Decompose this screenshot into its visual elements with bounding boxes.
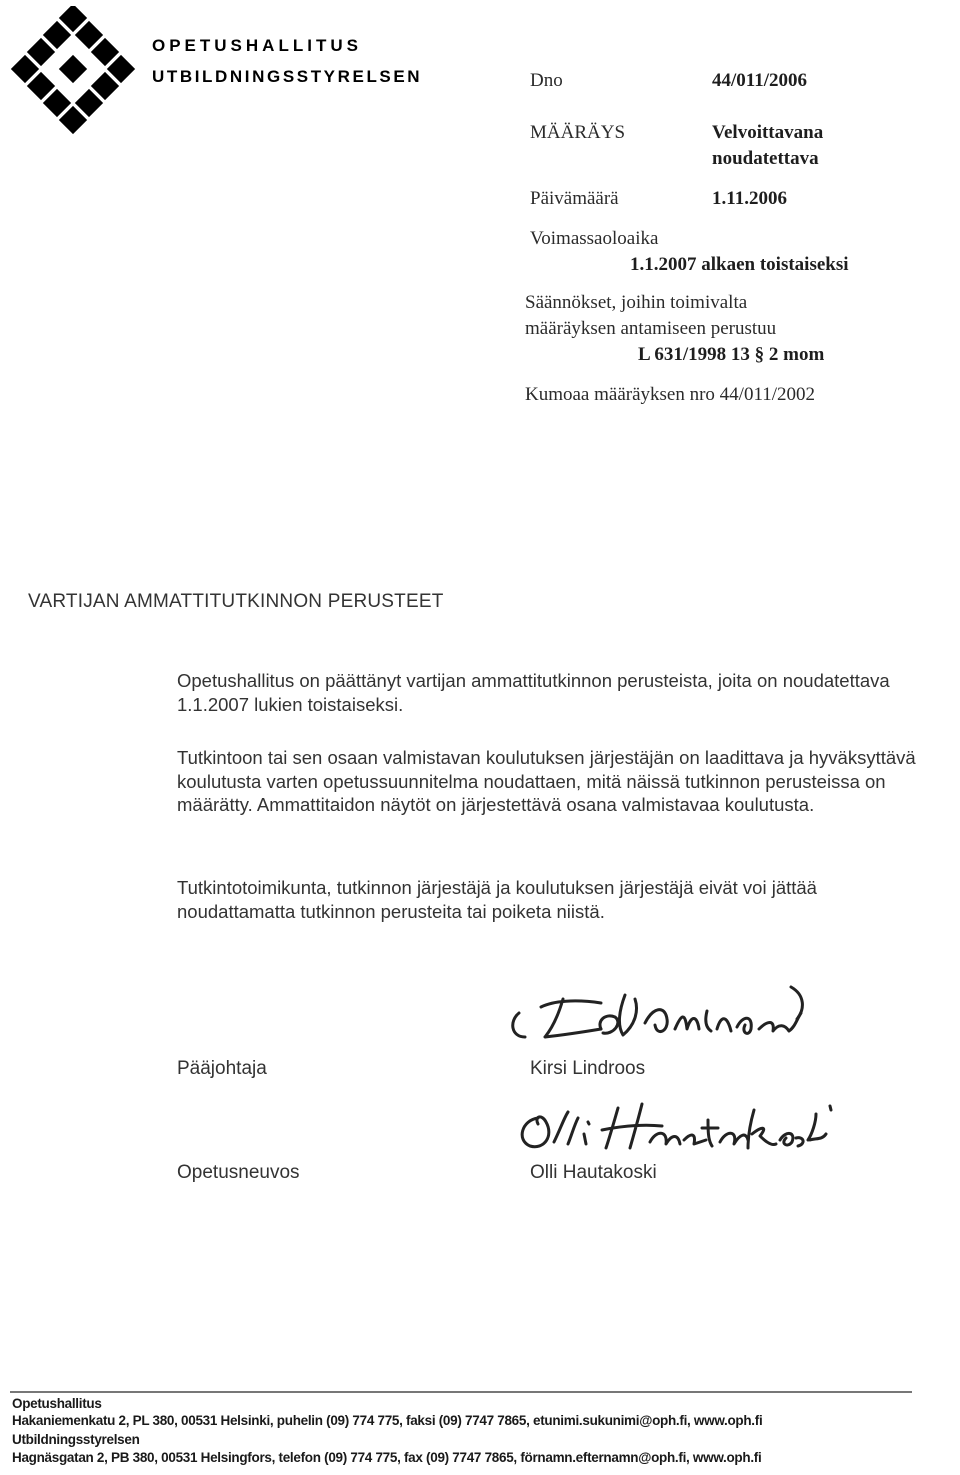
signature-olli-hautakoski (512, 1100, 834, 1155)
signature-kirsi-lindroos (505, 985, 810, 1047)
date-label: Päivämäärä (530, 188, 619, 209)
footer-address-sv: Hagnäsgatan 2, PB 380, 00531 Helsingfors, telefon (09) 774 775, fax (09) 7747 7865, förnamn.efternamn@oph.fi, www.oph.fi (12, 1450, 762, 1465)
basis-value: L 631/1998 13 § 2 mom (638, 344, 825, 365)
decree-type-label: MÄÄRÄYS (530, 122, 626, 143)
document-title: VARTIJAN AMMATTITUTKINNON PERUSTEET (28, 591, 444, 612)
body-paragraph-2: Tutkintoon tai sen osaan valmistavan koulutuksen järjestäjän on laadittava ja hyväksyttävä koulutusta varten opetussuunnitelma noudattaen, mitä näissä tutkinnon perusteissa on määrätty. Ammattitaidon näytöt on järjestettävä osana valmistavaa koulutusta. (177, 747, 916, 815)
repeals-text: Kumoaa määräyksen nro 44/011/2002 (525, 384, 816, 405)
date-value: 1.11.2006 (712, 188, 787, 209)
org-name-sv: UTBILDNINGSSTYRELSEN (152, 67, 423, 86)
validity-label: Voimassaoloaika (530, 228, 659, 249)
signer-2-role: Opetusneuvos (177, 1162, 300, 1183)
footer-address-fi: Hakaniemenkatu 2, PL 380, 00531 Helsinki, puhelin (09) 774 775, faksi (09) 7747 7865, etunimi.sukunimi@oph.fi, www.oph.fi (12, 1413, 763, 1428)
footer-org-sv: Utbildningsstyrelsen (12, 1432, 140, 1447)
dno-label: Dno (530, 70, 563, 91)
signer-2-name: Olli Hautakoski (530, 1162, 657, 1183)
decree-type-value-line2: noudatettava (712, 148, 819, 169)
validity-value: 1.1.2007 alkaen toistaiseksi (630, 254, 849, 275)
dno-value: 44/011/2006 (712, 70, 808, 91)
basis-label-line1: Säännökset, joihin toimivalta (525, 292, 748, 313)
org-name-fi: OPETUSHALLITUS (152, 36, 362, 55)
opetushallitus-logo-icon (10, 6, 140, 142)
signer-1-name: Kirsi Lindroos (530, 1058, 646, 1079)
decree-type-value-line1: Velvoittavana (712, 122, 824, 143)
basis-label-line2: määräyksen antamiseen perustuu (525, 318, 777, 339)
footer-org-fi: Opetushallitus (12, 1396, 102, 1411)
signer-1-role: Pääjohtaja (177, 1058, 267, 1079)
body-paragraph-1: Opetushallitus on päättänyt vartijan ammattitutkinnon perusteista, joita on noudatettava 1.1.2007 lukien toistaiseksi. (177, 670, 890, 715)
body-paragraph-3: Tutkintotoimikunta, tutkinnon järjestäjä ja koulutuksen järjestäjä eivät voi jättää noudattamatta tutkinnon perusteita tai poiketa niistä. (177, 877, 817, 922)
footer-divider (10, 1391, 912, 1393)
